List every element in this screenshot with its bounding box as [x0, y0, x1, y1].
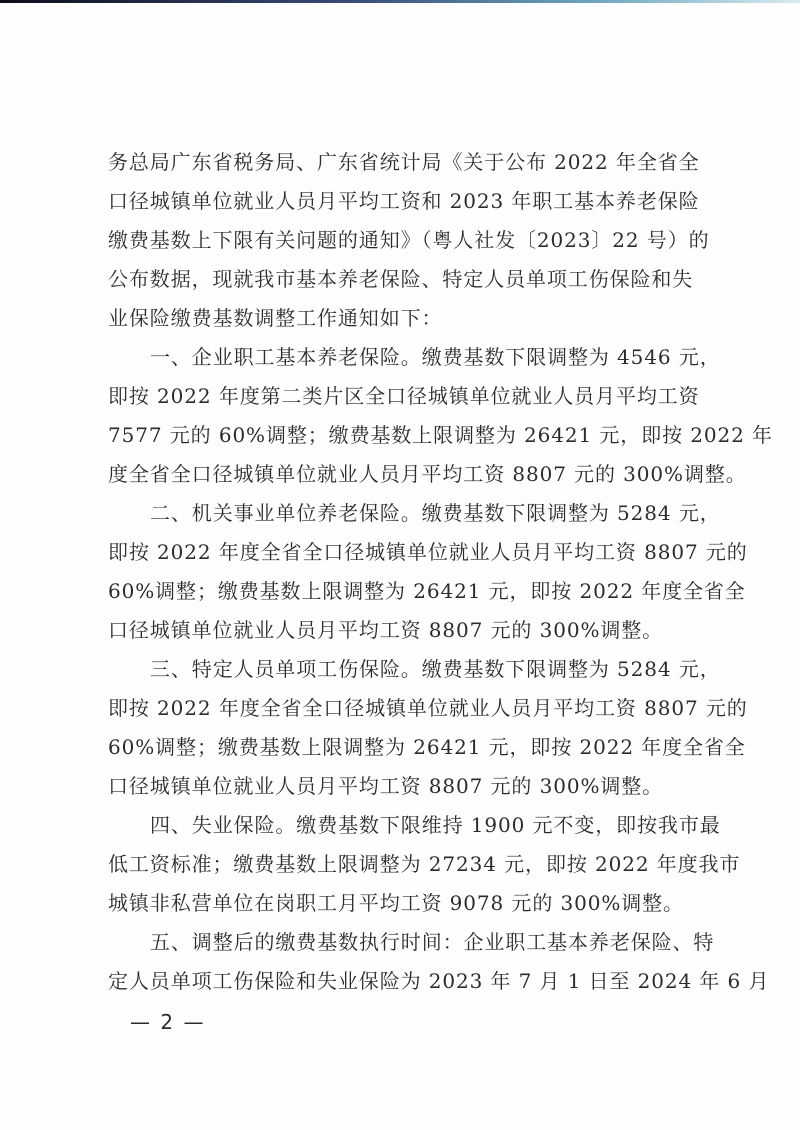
paragraph-unemployment: [108, 809, 741, 926]
text-line: 业保险缴费基数调整工作通知如下：: [108, 306, 443, 330]
text-line: 公布数据，现就我市基本养老保险、特定人员单项工伤保险和失: [108, 267, 694, 291]
text-line: 一、企业职工基本养老保险。缴费基数下限调整为 4546 元，: [150, 345, 721, 369]
text-line: 60%调整；缴费基数上限调整为 26421 元，即按 2022 年度全省全: [108, 735, 746, 759]
text-line: 即按 2022 年度全省全口径城镇单位就业人员月平均工资 8807 元的: [108, 540, 748, 564]
text-line: 四、失业保险。缴费基数下限维持 1900 元不变，即按我市最: [150, 813, 721, 837]
paragraph-effective-date: [108, 926, 770, 1004]
text-line: 低工资标准；缴费基数上限调整为 27234 元，即按 2022 年度我市: [108, 852, 741, 876]
paragraph-enterprise-pension: [108, 341, 773, 497]
text-line: 五、调整后的缴费基数执行时间：企业职工基本养老保险、特: [150, 930, 715, 954]
text-line: 即按 2022 年度全省全口径城镇单位就业人员月平均工资 8807 元的: [108, 696, 748, 720]
text-line: 7577 元的 60%调整；缴费基数上限调整为 26421 元，即按 2022 年: [108, 423, 773, 447]
paragraph-intro: [108, 146, 710, 341]
document-body: [108, 146, 773, 1004]
text-line: 城镇非私营单位在岗职工月平均工资 9078 元的 300%调整。: [108, 891, 684, 915]
text-line: 60%调整；缴费基数上限调整为 26421 元，即按 2022 年度全省全: [108, 579, 746, 603]
page-number: — 2 —: [130, 1010, 206, 1034]
text-line: 口径城镇单位就业人员月平均工资 8807 元的 300%调整。: [108, 774, 664, 798]
text-line: 即按 2022 年度第二类片区全口径城镇单位就业人员月平均工资: [108, 384, 700, 408]
text-line: 定人员单项工伤保险和失业保险为 2023 年 7 月 1 日至 2024 年 6 月: [108, 969, 770, 993]
text-line: 口径城镇单位就业人员月平均工资和 2023 年职工基本养老保险: [108, 189, 700, 213]
text-line: 度全省全口径城镇单位就业人员月平均工资 8807 元的 300%调整。: [108, 462, 747, 486]
scan-edge: [0, 0, 800, 3]
text-line: 口径城镇单位就业人员月平均工资 8807 元的 300%调整。: [108, 618, 664, 642]
paragraph-work-injury: [108, 653, 748, 809]
text-line: 缴费基数上下限有关问题的通知》（粤人社发〔2023〕22 号）的: [108, 228, 710, 252]
paragraph-institution-pension: [108, 497, 748, 653]
text-line: 三、特定人员单项工伤保险。缴费基数下限调整为 5284 元，: [150, 657, 721, 681]
text-line: 二、机关事业单位养老保险。缴费基数下限调整为 5284 元，: [150, 501, 721, 525]
text-line: 务总局广东省税务局、广东省统计局《关于公布 2022 年全省全: [108, 150, 700, 174]
